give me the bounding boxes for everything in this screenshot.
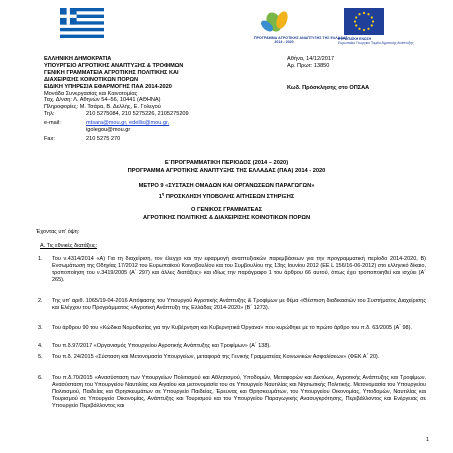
- intro-text: Έχοντας υπ' όψη:: [36, 229, 80, 235]
- period-title: Ε΄ΠΡΟΓΡΑΜΜΑΤΙΚΗ ΠΕΡΙΟΔΟΣ (2014 – 2020): [164, 160, 289, 166]
- item-number: 1.: [38, 256, 43, 262]
- protocol-number: Αρ. Πρωτ: 13850: [287, 62, 330, 69]
- item-number: 6.: [38, 375, 43, 381]
- item-text: Του ν.4314/2014 «Α) Για τη διαχείριση, τον έλεγχο και την εφαρμογή αναπτυξιακών παρεμβάσεων για την προγραμματική περίοδο 2014-2020, Β) Ενσωμάτωση της Οδηγίας 17/2012 του Ευρωπαϊκού Κοινοβουλίου και του Συμβουλίου της 13ης Ιουνίου 2012 (ΕΕ L 156/16-06-2012) στο ελληνικό δίκαιο, τροποποίηση του ν.3419/2005 (Α΄ 297) και άλλες διατάξεις» και ιδίως την παράγραφο 1 του άρθρου 66 αυτού, όπως έχει τροποποιηθεί και ισχύει (Α΄ 265).: [52, 256, 426, 283]
- email-row: [44, 120, 183, 127]
- item-text: Της υπ' αριθ. 1065/19-04-2016 Απόφασης του Υπουργού Αγροτικής Ανάπτυξης & Τροφίμων με θέμα «Θέσπιση διαδικασιών του Συστήματος Διαχείρισης και Ελέγχου του Προγράμματος «Αγροτική Ανάπτυξη της Ελλάδας 2014-2020» (Β΄ 1273).: [52, 298, 426, 311]
- program-title: ΠΡΟΓΡΑΜΜΑ ΑΓΡΟΤΙΚΗΣ ΑΝΑΠΤΥΞΗΣ ΤΗΣ ΕΛΛΑΔΑΣ (ΠΑΑ) 2014 - 2020: [127, 168, 326, 174]
- program-logo-icon: [259, 10, 290, 34]
- item-number: 4.: [38, 343, 43, 349]
- issuer-line: ΥΠΟΥΡΓΕΙΟ ΑΓΡΟΤΙΚΗΣ ΑΝΑΠΤΥΞΗΣ & ΤΡΟΦΙΜΩΝ: [44, 62, 184, 69]
- item-number: 2.: [38, 298, 43, 304]
- measure-title: ΜΕΤΡΟ 9 «ΣΥΣΤΑΣΗ ΟΜΑΔΩΝ ΚΑΙ ΟΡΓΑΝΩΣΕΩΝ ΠΑΡΑΓΩΓΩΝ»: [138, 183, 315, 189]
- call-number: 1: [158, 193, 162, 200]
- date-block: [287, 56, 369, 92]
- item-number: 3.: [38, 325, 43, 331]
- tel-row: [44, 111, 189, 118]
- issuer-line: ΕΙΔΙΚΗ ΥΠΗΡΕΣΙΑ ΕΦΑΡΜΟΓΗΣ ΠΑΑ 2014-2020: [44, 83, 172, 90]
- issuer-line: ΓΕΝΙΚΗ ΓΡΑΜΜΑΤΕΙΑ ΑΓΡΟΤΙΚΗΣ ΠΟΛΙΤΙΚΗΣ ΚΑΙ: [44, 69, 179, 76]
- page-number: 1: [425, 437, 429, 443]
- issuer-line: Μονάδα Συνεργασίας και Καινοτομίας: [44, 90, 138, 97]
- eu-label: ΕΥΡΩΠΑΪΚΗ ΕΝΩΣΗ: [338, 37, 372, 41]
- eu-fund-label: Ευρωπαϊκό Γεωργικό Ταμείο Αγροτικής Ανάπτυξης: [338, 41, 414, 46]
- fax-label: Fax:: [44, 135, 55, 142]
- address-line: Ταχ. Δ/νση: Λ. Αθηνών 54–56, 10441 (ΑΘΗΝΑ): [44, 97, 161, 104]
- issuer-line: ΔΙΑΧΕΙΡΙΣΗΣ ΚΟΙΝΟΤΙΚΩΝ ΠΟΡΩΝ: [44, 76, 139, 83]
- secretary-title: Ο ΓΕΝΙΚΟΣ ΓΡΑΜΜΑΤΕΑΣ: [191, 207, 262, 213]
- item-text: Του π.δ. 24/2015 «Σύσταση και Μετονομασία Υπουργείων, μεταφορά της Γενικής Γραμματείας Κοινωνικών Ασφαλίσεων» (ΦΕΚ Α΄ 20).: [52, 354, 380, 360]
- section-heading-text: Α. Τις εθνικές διατάξεις:: [40, 243, 98, 249]
- fax-row: [44, 136, 183, 143]
- fax-value: 210 5275 270: [86, 135, 121, 142]
- email-second[interactable]: igolegou@mou.gr: [86, 127, 131, 134]
- item-text: Του π.δ.70/2015 «Ανασύσταση των Υπουργείων Πολιτισμού και Αθλητισμού, Υποδομών, Μεταφορών και Δικτύων, Αγροτικής Ανάπτυξης και Τροφίμων. Ανασύσταση του Υπουργείου Ναυτιλίας και Αιγαίου και μετονομασία του σε Υπουργείο Ναυτιλίας και Νησιωτικής Πολιτικής. Μετονομασία του Υπουργείου Πολιτισμού, Παιδείας και Θρησκευμάτων σε Υπουργείο Παιδείας, Έρευνας και Θρησκευμάτων, του Υπουργείου Οικονομίας, Υποδομών, Ναυτιλίας και Τουρισμού σε Υπουργείο Οικονομίας, Ανάπτυξης και Τουρισμού και του Υπουργείου Παραγωγικής Ανασυγκρότησης, Περιβάλλοντος και Ενέργειας σε Υπουργείο Περιβάλλοντος και: [52, 375, 426, 409]
- program-and-eu-logos: [252, 6, 414, 50]
- issuer-block: [44, 56, 189, 143]
- email-label: e-mail:: [44, 120, 61, 127]
- program-logo-years: 2014 - 2020: [274, 40, 294, 45]
- program-logo-text: ΠΡΟΓΡΑΜΜΑ ΑΓΡΟΤΙΚΗΣ ΑΝΑΠΤΥΞΗΣ ΤΗΣ ΕΛΛΑΔΑΣ: [254, 36, 348, 40]
- item-number: 5.: [38, 354, 43, 360]
- item-text: Του άρθρου 90 του «Κώδικα Νομοθεσίας για την Κυβέρνηση και Κυβερνητικά Όργανα» που κυρώθηκε με το πρώτο άρθρο του π.δ. 63/2005 (Α΄ 98).: [52, 325, 412, 331]
- greek-flag-logo: [60, 8, 104, 38]
- item-text: Του π.δ.97/2017 «Οργανισμός Υπουργείου Αγροτικής Ανάπτυξης και Τροφίμων» (Α΄ 138).: [52, 343, 271, 349]
- info-line: Πληροφορίες: Μ. Τσάρα, Β. Δελλής, Ε. Γολεγού: [44, 104, 161, 111]
- issuer-line: ΕΛΛΗΝΙΚΗ ΔΗΜΟΚΡΑΤΙΑ: [44, 56, 112, 62]
- call-text: ΠΡΟΣΚΛΗΣΗ ΥΠΟΒΟΛΗΣ ΑΙΤΗΣΕΩΝ ΣΤΗΡΙΞΗΣ: [164, 193, 295, 200]
- tel-value: 210 5275084, 210 5275226, 2105275209: [86, 111, 189, 118]
- email-row-2: [44, 127, 183, 134]
- call-code-label: Κωδ. Πρόσκλησης στο ΟΠΣΑΑ: [287, 84, 370, 91]
- call-ordinal: η: [161, 192, 165, 196]
- tel-label: Τηλ:: [44, 111, 55, 118]
- document-date: Αθήνα, 14/12/2017: [287, 56, 335, 62]
- call-title: [0, 191, 453, 201]
- section-heading: [40, 243, 97, 250]
- email-links[interactable]: mtsara@mou.gr, edellis@mou.gr,: [86, 120, 170, 127]
- secretary-subtitle: ΑΓΡΟΤΙΚΗΣ ΠΟΛΙΤΙΚΗΣ & ΔΙΑΧΕΙΡΙΣΗΣ ΚΟΙΝΟΤΙΚΩΝ ΠΟΡΩΝ: [142, 215, 311, 221]
